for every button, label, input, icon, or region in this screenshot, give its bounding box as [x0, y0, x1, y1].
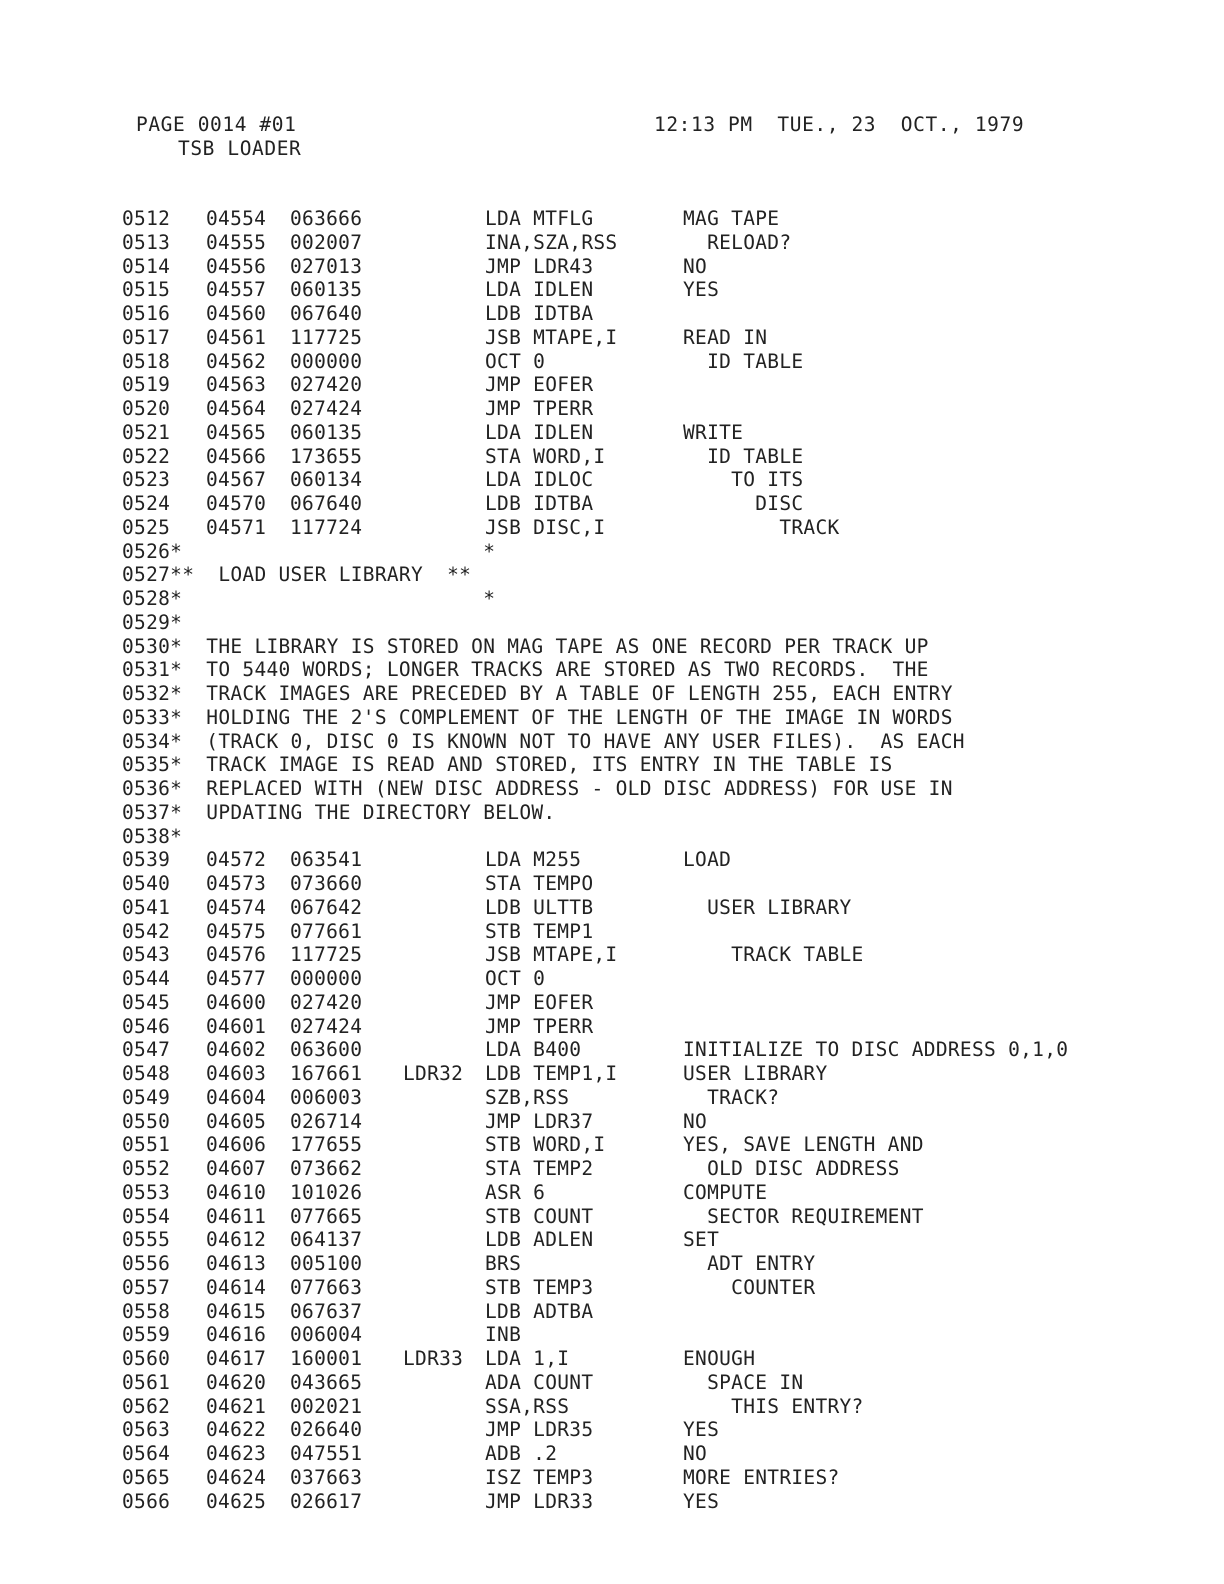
object-code: 160001 — [290, 1347, 363, 1370]
code-line — [122, 207, 1182, 231]
object-code: 067640 — [290, 302, 363, 325]
object-code: 005100 — [290, 1252, 363, 1275]
octal-address: 04605 — [206, 1109, 267, 1133]
instruction: STB TEMP1 — [485, 919, 594, 943]
sequence-number: 0513 — [122, 230, 171, 254]
instruction: INB — [485, 1323, 522, 1347]
code-line — [122, 872, 1182, 896]
sequence-number: 0516 — [122, 302, 171, 325]
inline-comment: COUNTER — [683, 1275, 816, 1299]
sequence-number: 0525 — [122, 515, 171, 539]
code-line — [122, 991, 1182, 1015]
statement-label: LDR33 — [403, 1347, 464, 1370]
code-line — [122, 1490, 1182, 1514]
object-code: 073660 — [290, 872, 363, 895]
comment-line — [122, 635, 1182, 659]
inline-comment: YES — [683, 1489, 720, 1513]
object-code: 067642 — [290, 895, 363, 919]
code-line — [122, 1371, 1182, 1395]
sequence-number: 0524 — [122, 492, 171, 515]
sequence-number: 0518 — [122, 349, 171, 373]
inline-comment: TRACK — [683, 515, 840, 539]
inline-comment: USER LIBRARY — [683, 895, 852, 919]
code-line — [122, 848, 1182, 872]
sequence-number: 0551 — [122, 1133, 171, 1157]
sequence-number: 0543 — [122, 943, 171, 967]
octal-address: 04554 — [206, 207, 267, 230]
instruction: JMP LDR37 — [485, 1109, 594, 1133]
comment-line — [122, 777, 1182, 801]
inline-comment: TRACK TABLE — [683, 943, 864, 967]
sequence-number: 0514 — [122, 254, 171, 278]
code-line — [122, 492, 1182, 516]
inline-comment: RELOAD? — [683, 230, 792, 254]
inline-comment: SET — [683, 1228, 720, 1252]
inline-comment: SECTOR REQUIREMENT — [683, 1204, 924, 1228]
instruction: LDA MTFLG — [485, 207, 594, 230]
inline-comment: NO — [683, 254, 708, 278]
code-line — [122, 1110, 1182, 1134]
code-line — [122, 1252, 1182, 1276]
comment-text: 0526* * — [122, 539, 496, 563]
code-line — [122, 1466, 1182, 1490]
object-code: 073662 — [290, 1157, 363, 1180]
code-line — [122, 1323, 1182, 1347]
instruction: JMP LDR43 — [485, 254, 594, 278]
object-code: 064137 — [290, 1228, 363, 1252]
code-line — [122, 1062, 1182, 1086]
document-title: TSB LOADER — [178, 137, 302, 160]
inline-comment: YES — [683, 1418, 720, 1442]
instruction: ADB .2 — [485, 1442, 558, 1465]
code-line — [122, 468, 1182, 492]
object-code: 063666 — [290, 207, 363, 230]
comment-text: 0530* THE LIBRARY IS STORED ON MAG TAPE AS ONE RECORD PER TRACK UP — [122, 634, 929, 658]
code-line — [122, 967, 1182, 991]
inline-comment: YES — [683, 278, 720, 302]
octal-address: 04602 — [206, 1038, 267, 1062]
octal-address: 04620 — [206, 1370, 267, 1394]
sequence-number: 0552 — [122, 1157, 171, 1180]
octal-address: 04564 — [206, 397, 267, 420]
object-code: 077663 — [290, 1275, 363, 1299]
comment-text: 0532* TRACK IMAGES ARE PRECEDED BY A TABLE OF LENGTH 255, EACH ENTRY — [122, 682, 953, 705]
sequence-number: 0553 — [122, 1180, 171, 1204]
instruction: JMP LDR33 — [485, 1489, 594, 1513]
octal-address: 04560 — [206, 302, 267, 325]
instruction: STA WORD,I — [485, 444, 606, 468]
comment-text: 0529* — [122, 610, 183, 634]
code-line — [122, 1181, 1182, 1205]
object-code: 026714 — [290, 1109, 363, 1133]
inline-comment: INITIALIZE TO DISC ADDRESS 0,1,0 — [683, 1038, 1069, 1062]
comment-line — [122, 706, 1182, 730]
object-code: 027013 — [290, 254, 363, 278]
sequence-number: 0544 — [122, 967, 171, 990]
instruction: STA TEMP2 — [485, 1157, 594, 1180]
inline-comment: TRACK? — [683, 1085, 780, 1109]
sequence-number: 0520 — [122, 397, 171, 420]
instruction: SSA,RSS — [485, 1394, 570, 1418]
code-line — [122, 255, 1182, 279]
object-code: 077661 — [290, 919, 363, 943]
instruction: JMP TPERR — [485, 397, 594, 420]
object-code: 006004 — [290, 1323, 363, 1347]
statement-label: LDR32 — [403, 1062, 464, 1085]
octal-address: 04563 — [206, 373, 267, 397]
listing — [122, 207, 1182, 1513]
sequence-number: 0517 — [122, 325, 171, 349]
comment-text: 0527** LOAD USER LIBRARY ** — [122, 563, 472, 587]
sequence-number: 0540 — [122, 872, 171, 895]
inline-comment: USER LIBRARY — [683, 1062, 828, 1085]
inline-comment: MORE ENTRIES? — [683, 1465, 840, 1489]
instruction: BRS — [485, 1252, 522, 1275]
comment-line — [122, 658, 1182, 682]
octal-address: 04600 — [206, 990, 267, 1014]
instruction: JMP LDR35 — [485, 1418, 594, 1442]
inline-comment: ID TABLE — [683, 444, 804, 468]
code-line — [122, 445, 1182, 469]
instruction: SZB,RSS — [485, 1085, 570, 1109]
inline-comment: WRITE — [683, 420, 744, 444]
code-line — [122, 326, 1182, 350]
instruction: JSB DISC,I — [485, 515, 606, 539]
comment-line — [122, 730, 1182, 754]
object-code: 027420 — [290, 373, 363, 397]
code-line — [122, 1347, 1182, 1371]
sequence-number: 0558 — [122, 1299, 171, 1323]
sequence-number: 0545 — [122, 990, 171, 1014]
code-line — [122, 231, 1182, 255]
sequence-number: 0559 — [122, 1323, 171, 1347]
comment-text: 0536* REPLACED WITH (NEW DISC ADDRESS - OLD DISC ADDRESS) FOR USE IN — [122, 777, 953, 800]
code-line — [122, 1442, 1182, 1466]
inline-comment: NO — [683, 1109, 708, 1133]
octal-address: 04610 — [206, 1180, 267, 1204]
code-line — [122, 1038, 1182, 1062]
sequence-number: 0557 — [122, 1275, 171, 1299]
octal-address: 04611 — [206, 1204, 267, 1228]
comment-text: 0537* UPDATING THE DIRECTORY BELOW. — [122, 800, 556, 824]
object-code: 043665 — [290, 1370, 363, 1394]
sequence-number: 0556 — [122, 1252, 171, 1275]
code-line — [122, 920, 1182, 944]
sequence-number: 0523 — [122, 468, 171, 492]
comment-line — [122, 611, 1182, 635]
sequence-number: 0546 — [122, 1014, 171, 1038]
inline-comment: COMPUTE — [683, 1180, 768, 1204]
sequence-number: 0541 — [122, 895, 171, 919]
sequence-number: 0566 — [122, 1489, 171, 1513]
inline-comment: MAG TAPE — [683, 207, 780, 230]
octal-address: 04612 — [206, 1228, 267, 1252]
octal-address: 04567 — [206, 468, 267, 492]
octal-address: 04573 — [206, 872, 267, 895]
instruction: STB COUNT — [485, 1204, 594, 1228]
inline-comment: TO ITS — [683, 468, 804, 492]
sequence-number: 0542 — [122, 919, 171, 943]
inline-comment: DISC — [683, 492, 804, 515]
object-code: 101026 — [290, 1180, 363, 1204]
inline-comment: NO — [683, 1442, 708, 1465]
object-code: 067640 — [290, 492, 363, 515]
instruction: ASR 6 — [485, 1180, 546, 1204]
object-code: 047551 — [290, 1442, 363, 1465]
code-line — [122, 1015, 1182, 1039]
octal-address: 04615 — [206, 1299, 267, 1323]
octal-address: 04603 — [206, 1062, 267, 1085]
octal-address: 04571 — [206, 515, 267, 539]
comment-text: 0531* TO 5440 WORDS; LONGER TRACKS ARE STORED AS TWO RECORDS. THE — [122, 658, 929, 682]
comment-line — [122, 753, 1182, 777]
code-line — [122, 350, 1182, 374]
octal-address: 04561 — [206, 325, 267, 349]
object-code: 026640 — [290, 1418, 363, 1442]
sequence-number: 0560 — [122, 1347, 171, 1370]
object-code: 177655 — [290, 1133, 363, 1157]
instruction: LDA B400 — [485, 1038, 582, 1062]
code-line — [122, 1086, 1182, 1110]
octal-address: 04576 — [206, 943, 267, 967]
sequence-number: 0519 — [122, 373, 171, 397]
code-line — [122, 1418, 1182, 1442]
octal-address: 04565 — [206, 420, 267, 444]
sequence-number: 0521 — [122, 420, 171, 444]
sequence-number: 0554 — [122, 1204, 171, 1228]
inline-comment: ADT ENTRY — [683, 1252, 816, 1275]
object-code: 063541 — [290, 848, 363, 872]
object-code: 060134 — [290, 468, 363, 492]
instruction: LDA IDLEN — [485, 278, 594, 302]
octal-address: 04575 — [206, 919, 267, 943]
octal-address: 04562 — [206, 349, 267, 373]
octal-address: 04555 — [206, 230, 267, 254]
octal-address: 04604 — [206, 1085, 267, 1109]
octal-address: 04566 — [206, 444, 267, 468]
inline-comment: YES, SAVE LENGTH AND — [683, 1133, 924, 1157]
instruction: ISZ TEMP3 — [485, 1465, 594, 1489]
object-code: 167661 — [290, 1062, 363, 1085]
page-number: PAGE 0014 #01 — [136, 113, 297, 136]
octal-address: 04556 — [206, 254, 267, 278]
instruction: LDB TEMP1,I — [485, 1062, 618, 1085]
instruction: LDB ULTTB — [485, 895, 594, 919]
octal-address: 04577 — [206, 967, 267, 990]
timestamp: 12:13 PM TUE., 23 OCT., 1979 — [654, 113, 1025, 136]
code-line — [122, 516, 1182, 540]
object-code: 060135 — [290, 420, 363, 444]
sequence-number: 0555 — [122, 1228, 171, 1252]
object-code: 173655 — [290, 444, 363, 468]
octal-address: 04572 — [206, 848, 267, 872]
instruction: JMP TPERR — [485, 1014, 594, 1038]
sequence-number: 0549 — [122, 1085, 171, 1109]
instruction: JSB MTAPE,I — [485, 943, 618, 967]
octal-address: 04601 — [206, 1014, 267, 1038]
sequence-number: 0561 — [122, 1370, 171, 1394]
comment-line — [122, 540, 1182, 564]
object-code: 117725 — [290, 943, 363, 967]
instruction: OCT 0 — [485, 967, 546, 990]
sequence-number: 0564 — [122, 1442, 171, 1465]
object-code: 067637 — [290, 1299, 363, 1323]
code-line — [122, 1205, 1182, 1229]
object-code: 000000 — [290, 349, 363, 373]
inline-comment: SPACE IN — [683, 1370, 804, 1394]
octal-address: 04613 — [206, 1252, 267, 1275]
instruction: LDB ADLEN — [485, 1228, 594, 1252]
code-line — [122, 943, 1182, 967]
instruction: INA,SZA,RSS — [485, 230, 618, 254]
sequence-number: 0565 — [122, 1465, 171, 1489]
code-line — [122, 1276, 1182, 1300]
instruction: STA TEMPO — [485, 872, 594, 895]
instruction: OCT 0 — [485, 349, 546, 373]
code-line — [122, 1157, 1182, 1181]
sequence-number: 0548 — [122, 1062, 171, 1085]
instruction: LDA 1,I — [485, 1347, 570, 1370]
object-code: 063600 — [290, 1038, 363, 1062]
object-code: 002007 — [290, 230, 363, 254]
sequence-number: 0539 — [122, 848, 171, 872]
object-code: 077665 — [290, 1204, 363, 1228]
code-line — [122, 373, 1182, 397]
octal-address: 04622 — [206, 1418, 267, 1442]
object-code: 026617 — [290, 1489, 363, 1513]
object-code: 037663 — [290, 1465, 363, 1489]
instruction: STB TEMP3 — [485, 1275, 594, 1299]
code-line — [122, 1133, 1182, 1157]
comment-line — [122, 682, 1182, 706]
sequence-number: 0512 — [122, 207, 171, 230]
instruction: LDA IDLOC — [485, 468, 594, 492]
comment-text: 0528* * — [122, 587, 496, 610]
instruction: STB WORD,I — [485, 1133, 606, 1157]
sequence-number: 0515 — [122, 278, 171, 302]
octal-address: 04606 — [206, 1133, 267, 1157]
code-line — [122, 421, 1182, 445]
instruction: JMP EOFER — [485, 373, 594, 397]
sequence-number: 0562 — [122, 1394, 171, 1418]
object-code: 002021 — [290, 1394, 363, 1418]
sequence-number: 0522 — [122, 444, 171, 468]
object-code: 000000 — [290, 967, 363, 990]
octal-address: 04557 — [206, 278, 267, 302]
sequence-number: 0547 — [122, 1038, 171, 1062]
instruction: ADA COUNT — [485, 1370, 594, 1394]
comment-text: 0535* TRACK IMAGE IS READ AND STORED, ITS ENTRY IN THE TABLE IS — [122, 753, 893, 777]
inline-comment: THIS ENTRY? — [683, 1394, 864, 1418]
object-code: 027420 — [290, 990, 363, 1014]
octal-address: 04621 — [206, 1394, 267, 1418]
comment-line — [122, 801, 1182, 825]
instruction: LDB IDTBA — [485, 492, 594, 515]
comment-line — [122, 563, 1182, 587]
instruction: LDA M255 — [485, 848, 582, 872]
comment-line — [122, 825, 1182, 849]
object-code: 117725 — [290, 325, 363, 349]
instruction: LDB IDTBA — [485, 302, 594, 325]
object-code: 027424 — [290, 1014, 363, 1038]
octal-address: 04616 — [206, 1323, 267, 1347]
inline-comment: OLD DISC ADDRESS — [683, 1157, 900, 1180]
object-code: 117724 — [290, 515, 363, 539]
sequence-number: 0550 — [122, 1109, 171, 1133]
instruction: LDA IDLEN — [485, 420, 594, 444]
sequence-number: 0563 — [122, 1418, 171, 1442]
code-line — [122, 302, 1182, 326]
octal-address: 04623 — [206, 1442, 267, 1465]
inline-comment: READ IN — [683, 325, 768, 349]
octal-address: 04625 — [206, 1489, 267, 1513]
octal-address: 04617 — [206, 1347, 267, 1370]
code-line — [122, 397, 1182, 421]
octal-address: 04614 — [206, 1275, 267, 1299]
code-line — [122, 896, 1182, 920]
octal-address: 04607 — [206, 1157, 267, 1180]
inline-comment: ENOUGH — [683, 1347, 756, 1370]
object-code: 060135 — [290, 278, 363, 302]
code-line — [122, 1395, 1182, 1419]
code-line — [122, 278, 1182, 302]
comment-text: 0534* (TRACK 0, DISC 0 IS KNOWN NOT TO HAVE ANY USER FILES). AS EACH — [122, 729, 965, 753]
inline-comment: LOAD — [683, 848, 732, 872]
octal-address: 04574 — [206, 895, 267, 919]
instruction: LDB ADTBA — [485, 1299, 594, 1323]
instruction: JSB MTAPE,I — [485, 325, 618, 349]
comment-line — [122, 587, 1182, 611]
octal-address: 04624 — [206, 1465, 267, 1489]
code-line — [122, 1300, 1182, 1324]
octal-address: 04570 — [206, 492, 267, 515]
comment-text: 0533* HOLDING THE 2'S COMPLEMENT OF THE LENGTH OF THE IMAGE IN WORDS — [122, 705, 953, 729]
instruction: JMP EOFER — [485, 990, 594, 1014]
inline-comment: ID TABLE — [683, 349, 804, 373]
code-line — [122, 1228, 1182, 1252]
object-code: 027424 — [290, 397, 363, 420]
object-code: 006003 — [290, 1085, 363, 1109]
comment-text: 0538* — [122, 824, 183, 848]
